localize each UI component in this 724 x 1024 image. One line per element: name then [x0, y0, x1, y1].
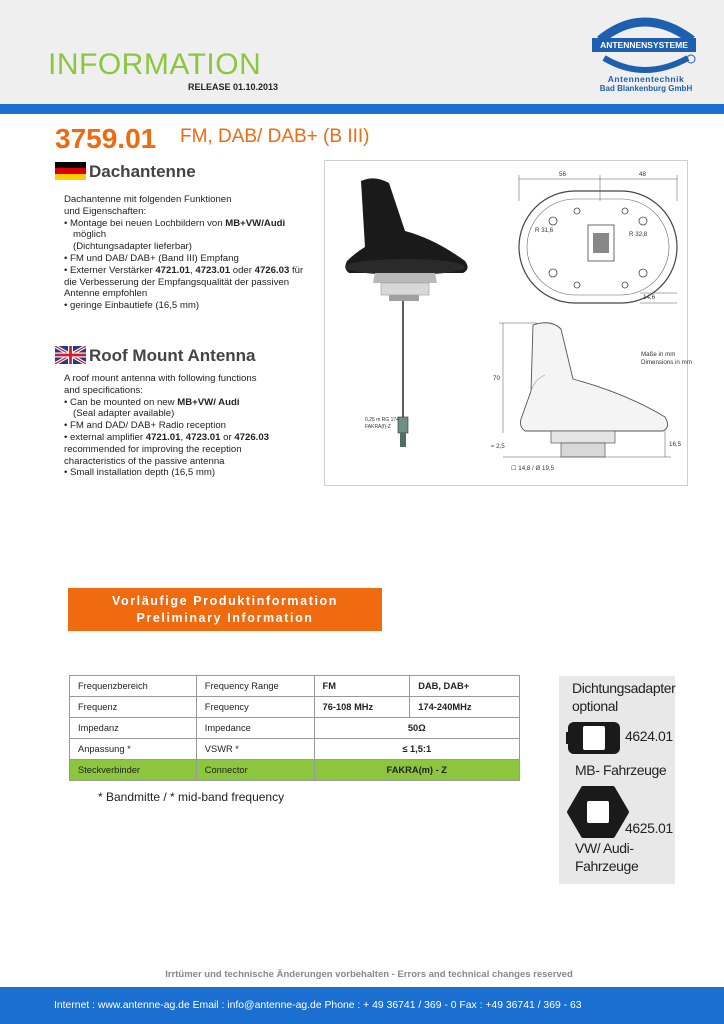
page-title: INFORMATION	[48, 48, 262, 81]
description-de	[64, 194, 326, 312]
uk-flag-icon	[55, 346, 86, 364]
antenna-drawing-icon	[325, 161, 689, 487]
description-en	[64, 373, 326, 479]
adapter-label: Fahrzeuge	[575, 858, 639, 874]
text-line: (Seal adapter available)	[73, 408, 175, 420]
section-heading-de: Dachantenne	[89, 162, 196, 181]
text-line: • FM and DAD/ DAB+ Radio reception	[64, 420, 226, 432]
text-line: • Can be mounted on new MB+VW/ Audi	[64, 396, 240, 408]
footer-contact: Internet : www.antenne-ag.de Email : info@antenne-ag.de Phone : + 49 36741 / 369 - 0 Fax : +49 36741 / 369 - 63	[0, 987, 724, 1024]
logo-band: ANTENNENSYSTEME	[592, 38, 696, 52]
adapter-subtitle: optional	[572, 698, 618, 714]
table-cell: FM	[314, 676, 410, 697]
dimension-label: 14,6	[643, 294, 656, 301]
text-line: • geringe Einbautiefe (16,5 mm)	[64, 300, 200, 312]
section-heading-en: Roof Mount Antenna	[89, 346, 256, 365]
table-row	[70, 718, 520, 739]
logo-line-1: Antennentechnik	[607, 74, 685, 84]
text-line: • Montage bei neuen Lochbildern von MB+VW/Audi	[64, 217, 286, 229]
table-cell: Frequency	[196, 697, 314, 718]
adapter-label: MB- Fahrzeuge	[575, 762, 667, 778]
dimension-label: 16,5	[669, 441, 682, 448]
adapter-number: 4625.01	[625, 820, 673, 836]
text-line: Antenne empfohlen	[64, 288, 148, 300]
cable-label: FAKRA(f)-Z	[365, 424, 391, 430]
dimension-label: ☐ 14,8 / Ø 19,5	[511, 465, 555, 472]
table-cell: 50Ω	[314, 718, 519, 739]
units-label: Maße in mm	[641, 351, 676, 358]
product-description: FM, DAB/ DAB+ (B III)	[180, 126, 370, 147]
table-cell: 174-240MHz	[410, 697, 520, 718]
text-line: die Verbesserung der Empfangsqualität der passiven	[64, 276, 290, 288]
table-row	[70, 697, 520, 718]
table-row	[70, 676, 520, 697]
header-divider	[0, 104, 724, 114]
table-row-highlighted	[70, 760, 520, 781]
adapter-number: 4624.01	[625, 728, 673, 744]
table-cell: DAB, DAB+	[410, 676, 520, 697]
release-date: RELEASE 01.10.2013	[188, 82, 279, 92]
text-line: und Eigenschaften:	[64, 205, 147, 217]
dimension-label: 56	[559, 171, 566, 178]
preliminary-de: Vorläufige Produktinformation	[111, 594, 339, 608]
german-flag-icon	[55, 162, 86, 180]
text-line: characteristics of the passive antenna	[64, 455, 225, 467]
adapter-title: Dichtungsadapter	[572, 680, 676, 696]
table-cell: Frequenz	[70, 697, 197, 718]
table-cell: Anpassung *	[70, 739, 197, 760]
text-line: recommended for improving the reception	[64, 443, 242, 455]
adapter-label: VW/ Audi-	[575, 840, 634, 856]
text-line: • FM und DAB/ DAB+ (Band III) Empfang	[64, 252, 239, 264]
dimension-label: R 31,6	[535, 227, 554, 234]
preliminary-banner	[68, 588, 382, 631]
table-cell: 76-108 MHz	[314, 697, 410, 718]
dimension-label: 48	[639, 171, 646, 178]
vw-audi-adapter-icon	[565, 784, 631, 840]
company-logo	[592, 10, 702, 96]
disclaimer: Irrtümer und technische Änderungen vorbehalten - Errors and technical changes reserved	[165, 969, 573, 980]
table-cell: Frequency Range	[196, 676, 314, 697]
dimension-label: ≈ 2,5	[491, 443, 505, 450]
table-cell: VSWR *	[196, 739, 314, 760]
table-cell: FAKRA(m) - Z	[314, 760, 519, 781]
dimension-label: 70	[493, 375, 500, 382]
table-cell: Steckverbinder	[70, 760, 197, 781]
product-number: 3759.01	[55, 123, 157, 154]
dimension-label: R 32,8	[629, 231, 648, 238]
table-cell: Connector	[196, 760, 314, 781]
text-line: and specifications:	[64, 384, 143, 396]
units-label: Dimensions in mm	[641, 359, 692, 366]
text-line: möglich	[73, 229, 107, 241]
spec-table	[69, 675, 520, 781]
mb-adapter-icon	[566, 720, 622, 756]
cable-label: 0,25 m RG 174	[365, 417, 399, 423]
text-line: • external amplifier 4721.01, 4723.01 or 4726.03	[64, 431, 270, 443]
table-cell: ≤ 1,5:1	[314, 739, 519, 760]
table-cell: Frequenzbereich	[70, 676, 197, 697]
table-cell: Impedanz	[70, 718, 197, 739]
text-line: • Small installation depth (16,5 mm)	[64, 467, 216, 479]
table-cell: Impedance	[196, 718, 314, 739]
preliminary-en: Preliminary Information	[136, 611, 314, 625]
table-row	[70, 739, 520, 760]
text-line: A roof mount antenna with following functions	[64, 373, 257, 384]
text-line: • Externer Verstärker 4721.01, 4723.01 oder 4726.03 für	[64, 264, 304, 276]
text-line: (Dichtungsadapter lieferbar)	[73, 241, 192, 253]
technical-drawing	[324, 160, 692, 486]
logo-line-2: Bad Blankenburg GmbH	[599, 84, 693, 93]
footnote: * Bandmitte / * mid-band frequency	[98, 790, 285, 804]
text-line: Dachantenne mit folgenden Funktionen	[64, 194, 232, 205]
seal-adapter-box	[559, 676, 675, 884]
